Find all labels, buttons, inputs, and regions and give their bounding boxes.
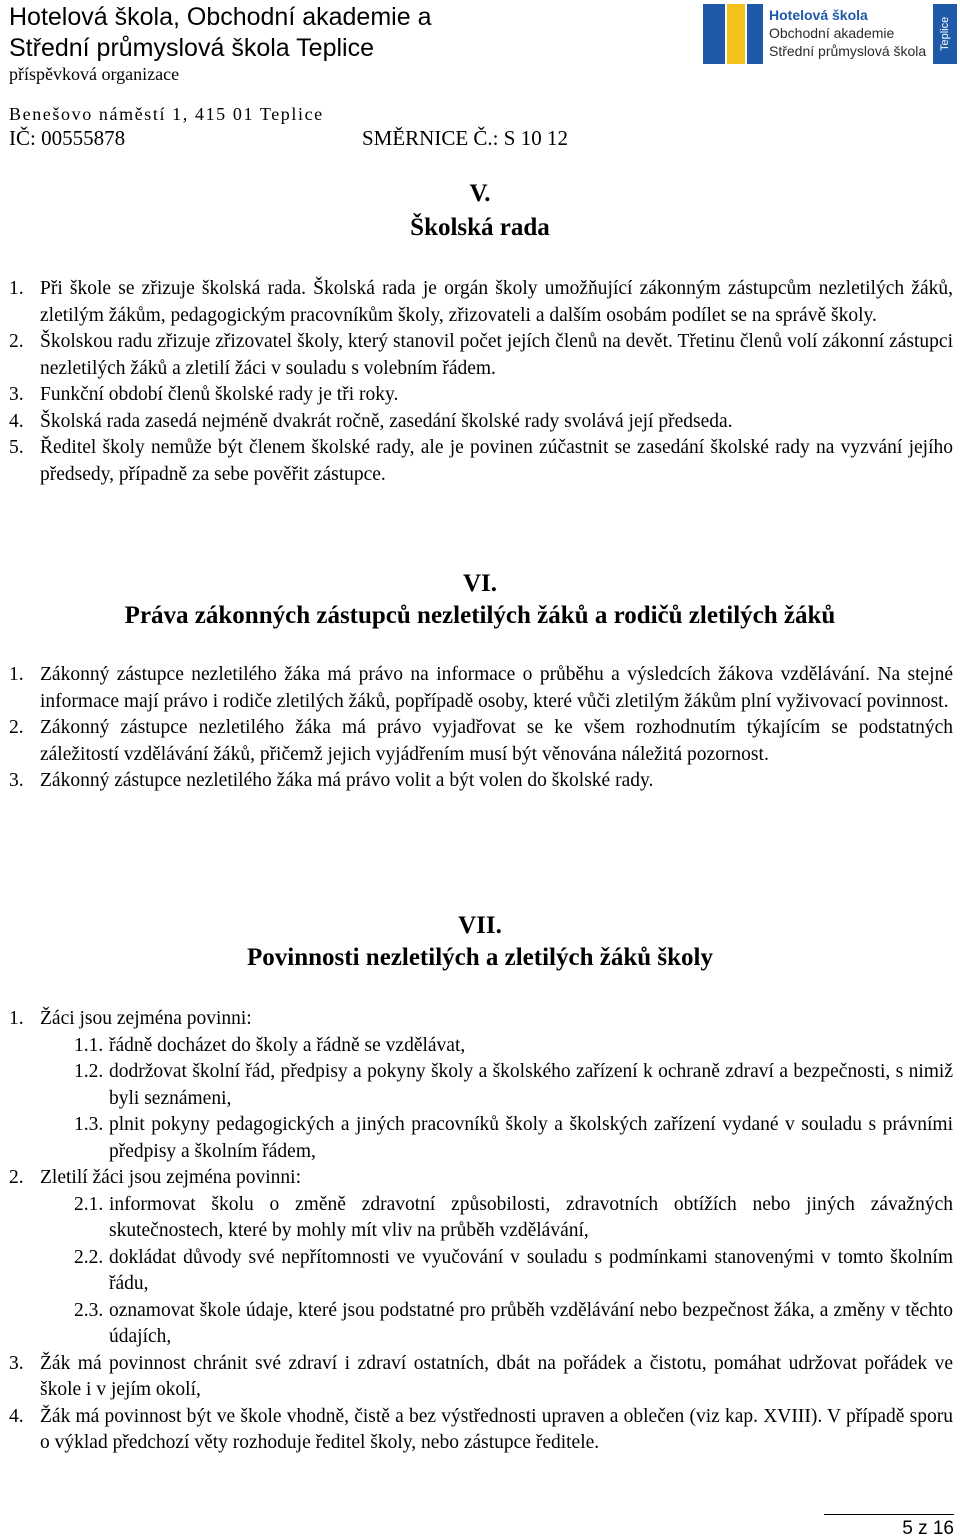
list-item: 3. Zákonný zástupce nezletilého žáka má právo volit a být volen do školské rady. xyxy=(9,770,654,791)
sub-list-item: 2.1. informovat školu o změně zdravotní způsobilosti, zdravotních obtížích nebo jiných závažných skutečnostech, které by mohly mít vliv na průběh vzdělávání, xyxy=(74,1193,953,1241)
sub-list-item: 1.2. dodržovat školní řád, předpisy a pokyny školy a školského zařízení k ochraně zdraví a bezpečnosti, s nimiž byli seznámeni, xyxy=(74,1061,953,1109)
sub-list-item: 1.1. řádně docházet do školy a řádně se vzdělávat, xyxy=(74,1034,466,1056)
organization-type: příspěvková organizace xyxy=(9,64,180,84)
section-number: V. xyxy=(469,180,491,207)
list-item: 5. Ředitel školy nemůže být členem školské rady, ale je povinen zúčastnit se zasedání školské rady na vyzvání jejího předsedy, případně za sebe pověřit zástupce. xyxy=(9,437,953,485)
sub-list-item: 2.2. dokládat důvody své nepřítomnosti ve vyučování v souladu s podmínkami stanovenými v tomto školním řádu, xyxy=(74,1246,953,1294)
section-list xyxy=(9,276,953,488)
list-item: 4. Žák má povinnost být ve škole vhodně, čistě a bez výstřednosti upraven a oblečen (viz kap. XVIII). V případě sporu o výklad předchozí věty rozhoduje ředitel školy, nebo zástupce ředitele. xyxy=(9,1405,953,1453)
list-item: 3. Žák má povinnost chránit své zdraví i zdraví ostatních, dbát na pořádek a čistotu, pomáhat udržovat pořádek ve škole i v jejím okolí, xyxy=(9,1352,953,1400)
logo-text-line3: Střední průmyslová škola xyxy=(769,43,927,59)
section-number: VI. xyxy=(462,570,498,597)
school-name-line2: Střední průmyslová škola Teplice xyxy=(9,34,374,62)
list-item: 1. Při škole se zřizuje školská rada. Školská rada je orgán školy umožňující zákonným zástupcům nezletilých žáků, zletilým žákům, pedagogickým pracovníkům školy, zřizovateli a dalším osobám podílet se na správě školy. xyxy=(9,278,953,326)
section-title: Práva zákonných zástupců nezletilých žáků a rodičů zletilých žáků xyxy=(124,602,836,629)
section-number: VII. xyxy=(458,912,502,939)
list-item: 3. Funkční období členů školské rady je tři roky. xyxy=(9,384,399,405)
section-list xyxy=(9,1006,953,1457)
sub-list-item: 1.3. plnit pokyny pedagogických a jiných pracovníků školy a školských zařízení vydané v souladu s právními předpisy a školním řádem, xyxy=(74,1114,953,1162)
section-list xyxy=(9,662,953,795)
list-item: 2. Zletilí žáci jsou zejména povinni: xyxy=(9,1167,302,1188)
school-name-line1: Hotelová škola, Obchodní akademie a xyxy=(9,3,432,31)
logo-text-line1: Hotelová škola xyxy=(769,7,868,23)
ic-number: IČ: 00555878 xyxy=(9,126,126,150)
logo-text-line2: Obchodní akademie xyxy=(769,25,895,41)
logo-mark-icon xyxy=(703,4,763,64)
list-item: 4. Školská rada zasedá nejméně dvakrát ročně, zasedání školské rady svolává její předseda. xyxy=(9,410,733,432)
page-number: 5 z 16 xyxy=(824,1514,954,1540)
section-title: Povinnosti nezletilých a zletilých žáků školy xyxy=(247,944,713,971)
section-title: Školská rada xyxy=(410,214,550,241)
school-address: Benešovo náměstí 1, 415 01 Teplice xyxy=(9,104,324,124)
logo-text-vertical: Teplice xyxy=(933,4,957,64)
list-item: 2. Zákonný zástupce nezletilého žáka má právo vyjadřovat se ke všem rozhodnutím týkajícím se podstatných záležitostí vzdělávání žáků, přičemž jejich vyjádřením musí být věnována náležitá pozornost. xyxy=(9,717,953,765)
sub-list-item: 2.3. oznamovat škole údaje, které jsou podstatné pro průběh vzdělávání nebo bezpečnost žáka, a změny v těchto údajích, xyxy=(74,1299,953,1347)
header-school xyxy=(9,2,431,86)
list-item: 2. Školskou radu zřizuje zřizovatel školy, který stanovil počet jejích členů na devět. Třetinu členů volí zákonní zástupci nezletilých žáků a zletilí žáci v souladu s volebním řádem. xyxy=(9,331,953,379)
school-logo xyxy=(703,4,959,64)
list-item: 1. Žáci jsou zejména povinni: xyxy=(9,1008,252,1029)
directive-number: SMĚRNICE Č.: S 10 12 xyxy=(362,126,568,150)
list-item: 1. Zákonný zástupce nezletilého žáka má právo na informace o průběhu a výsledcích žákova vzdělávání. Na stejné informace mají právo i rodiče zletilých žáků, popřípadě osoby, které vůči zletilým žákům plní vyživovací povinnost. xyxy=(9,664,953,712)
